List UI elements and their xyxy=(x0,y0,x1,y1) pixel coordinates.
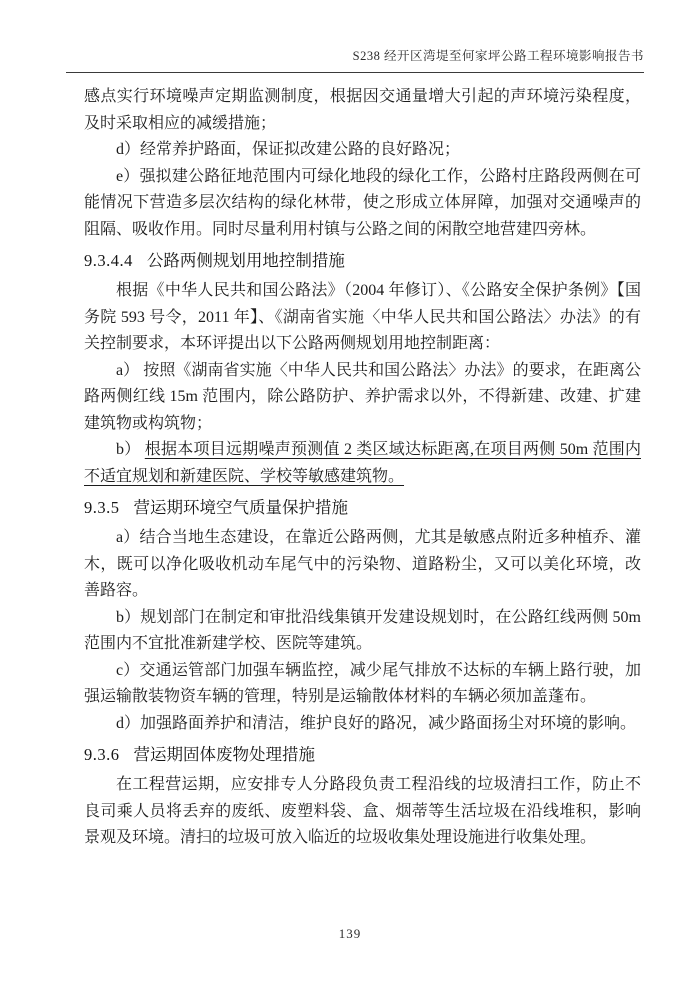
list-item-b-prefix: b） xyxy=(116,441,145,458)
paragraph-solid-waste: 在工程营运期，应安排专人分路段负责工程沿线的垃圾清扫工作，防止不良司乘人员将丢弃的废纸、废塑料袋、盒、烟蒂等生活垃圾在沿线堆积，影响景观及环境。清扫的垃圾可放入临近的垃圾收集处理设施进行收集处理。 xyxy=(84,776,641,846)
header-rule xyxy=(66,72,644,73)
document-body xyxy=(84,84,641,852)
heading-number: 9.3.4.4 xyxy=(84,251,133,270)
paragraph-law-basis: 根据《中华人民共和国公路法》（2004 年修订）、《公路安全保护条例》【国务院 593 号令，2011 年】、《湖南省实施〈中华人民共和国公路法〉办法》的有关控制要求，本环评提出以下公路两侧规划用地控制距离： xyxy=(84,282,641,352)
section-heading-9-3-5 xyxy=(84,494,641,521)
list-item-b-50m-restriction xyxy=(84,437,641,490)
page-number: 139 xyxy=(338,926,362,941)
list-item-a-redline-15m: a） 按照《湖南省实施〈中华人民共和国公路法〉办法》的要求，在距离公路两侧红线 15m 范围内，除公路防护、养护需求以外，不得新建、改建、扩建建筑物或构筑物； xyxy=(84,361,641,432)
paragraph-noise-monitoring: 感点实行环境噪声定期监测制度，根据因交通量增大引起的声环境污染程度，及时采取相应的减缓措施； xyxy=(84,88,641,132)
list-item-a-planting: a）结合当地生态建设，在靠近公路两侧，尤其是敏感点附近多种植乔、灌木，既可以净化吸收机动车尾气中的污染物、道路粉尘，又可以美化环境，改善路容。 xyxy=(84,529,641,599)
section-heading-9-3-6 xyxy=(84,741,641,768)
heading-title: 公路两侧规划用地控制措施 xyxy=(146,251,345,270)
list-item-b-underlined-text: 根据本项目远期噪声预测值 2 类区域达标距离,在项目两侧 50m 范围内不适宜规划和新建医院、学校等敏感建筑物。 xyxy=(84,441,641,485)
list-item-e-greening: e）强拟建公路征地范围内可绿化地段的绿化工作，公路村庄路段两侧在可能情况下营造多层次结构的绿化林带，使之形成立体屏障，加强对交通噪声的阻隔、吸收作用。同时尽量利用村镇与公路之间的闲散空地营建四旁林。 xyxy=(84,167,641,238)
heading-number: 9.3.6 xyxy=(84,745,120,764)
page-header xyxy=(66,46,644,66)
header-title: S238 经开区湾堤至何家坪公路工程环境影响报告书 xyxy=(352,49,644,63)
list-item-d-road-cleaning: d）加强路面养护和清洁，维护良好的路况，减少路面扬尘对环境的影响。 xyxy=(116,714,637,732)
heading-title: 营运期环境空气质量保护措施 xyxy=(133,498,348,517)
page-footer xyxy=(0,926,700,942)
heading-title: 营运期固体废物处理措施 xyxy=(133,745,315,764)
list-item-b-planning-approval: b）规划部门在制定和审批沿线集镇开发建设规划时，在公路红线两侧 50m 范围内不宜批准新建学校、医院等建筑。 xyxy=(84,608,641,652)
section-heading-9-3-4-4 xyxy=(84,247,641,274)
list-item-d-road-maintenance: d）经常养护路面，保证拟改建公路的良好路况； xyxy=(116,141,461,158)
list-item-c-vehicle-monitoring: c）交通运管部门加强车辆监控，减少尾气排放不达标的车辆上路行驶，加强运输散装物资车辆的管理，特别是运输散体材料的车辆必须加盖蓬布。 xyxy=(84,661,641,705)
heading-number: 9.3.5 xyxy=(84,498,120,517)
